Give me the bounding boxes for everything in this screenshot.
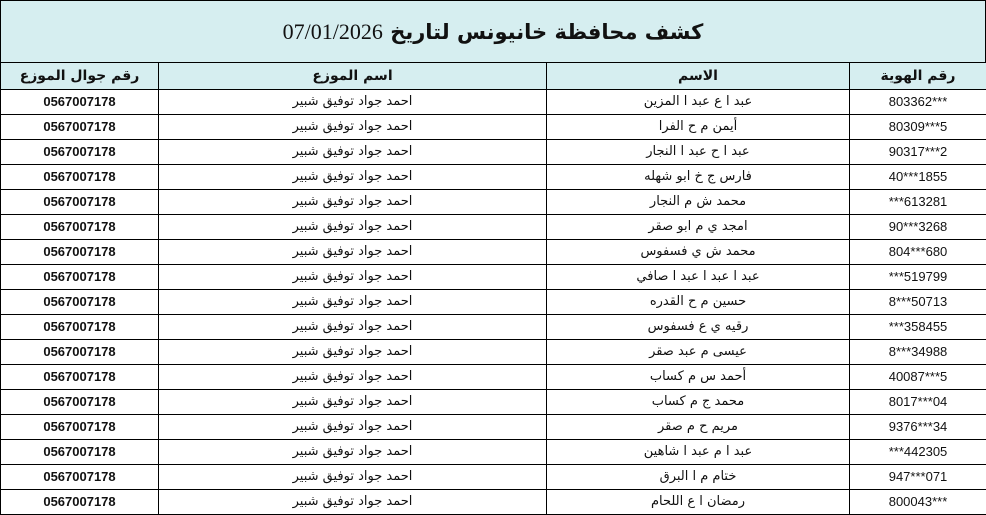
cell-id[interactable]: 800043*** xyxy=(850,490,986,515)
cell-phone[interactable]: 0567007178 xyxy=(1,240,159,265)
cell-name[interactable]: أحمد س م كساب xyxy=(547,365,850,390)
cell-id[interactable]: 9376***34 xyxy=(850,415,986,440)
cell-name[interactable]: محمد ش ي فسفوس xyxy=(547,240,850,265)
cell-id[interactable]: 8017***04 xyxy=(850,390,986,415)
cell-id[interactable]: 90***3268 xyxy=(850,215,986,240)
cell-name[interactable]: رقيه ي ع فسفوس xyxy=(547,315,850,340)
cell-distributor[interactable]: احمد جواد توفيق شبير xyxy=(159,265,547,290)
cell-name[interactable]: عيسى م عبد صقر xyxy=(547,340,850,365)
cell-phone[interactable]: 0567007178 xyxy=(1,440,159,465)
table-row xyxy=(1,465,986,490)
table-row xyxy=(1,140,986,165)
column-header-distributor[interactable]: اسم الموزع xyxy=(159,63,547,90)
table-row xyxy=(1,415,986,440)
cell-phone[interactable]: 0567007178 xyxy=(1,290,159,315)
cell-name[interactable]: فارس ج خ ابو شهله xyxy=(547,165,850,190)
cell-phone[interactable]: 0567007178 xyxy=(1,365,159,390)
cell-id[interactable]: 80309***5 xyxy=(850,115,986,140)
table-body xyxy=(1,90,986,515)
table-row xyxy=(1,290,986,315)
table-row xyxy=(1,315,986,340)
column-header-name[interactable]: الاسم xyxy=(547,63,850,90)
cell-phone[interactable]: 0567007178 xyxy=(1,265,159,290)
table-row xyxy=(1,440,986,465)
cell-name[interactable]: محمد ش م النجار xyxy=(547,190,850,215)
cell-name[interactable]: رمضان ا ع اللحام xyxy=(547,490,850,515)
cell-distributor[interactable]: احمد جواد توفيق شبير xyxy=(159,440,547,465)
cell-phone[interactable]: 0567007178 xyxy=(1,190,159,215)
table-row xyxy=(1,90,986,115)
table-row xyxy=(1,390,986,415)
cell-distributor[interactable]: احمد جواد توفيق شبير xyxy=(159,390,547,415)
cell-distributor[interactable]: احمد جواد توفيق شبير xyxy=(159,290,547,315)
cell-phone[interactable]: 0567007178 xyxy=(1,115,159,140)
cell-name[interactable]: أيمن م ح الفرا xyxy=(547,115,850,140)
header-row xyxy=(1,63,986,90)
cell-phone[interactable]: 0567007178 xyxy=(1,415,159,440)
cell-phone[interactable]: 0567007178 xyxy=(1,90,159,115)
cell-distributor[interactable]: احمد جواد توفيق شبير xyxy=(159,165,547,190)
cell-distributor[interactable]: احمد جواد توفيق شبير xyxy=(159,190,547,215)
table-row xyxy=(1,115,986,140)
table-row xyxy=(1,340,986,365)
cell-distributor[interactable]: احمد جواد توفيق شبير xyxy=(159,90,547,115)
cell-id[interactable]: ***519799 xyxy=(850,265,986,290)
cell-name[interactable]: حسين م ح القدره xyxy=(547,290,850,315)
cell-phone[interactable]: 0567007178 xyxy=(1,465,159,490)
table-row xyxy=(1,490,986,515)
cell-distributor[interactable]: احمد جواد توفيق شبير xyxy=(159,465,547,490)
cell-name[interactable]: ختام م ا البرق xyxy=(547,465,850,490)
cell-phone[interactable]: 0567007178 xyxy=(1,490,159,515)
title-date: 07/01/2026 xyxy=(283,19,383,44)
cell-distributor[interactable]: احمد جواد توفيق شبير xyxy=(159,340,547,365)
cell-distributor[interactable]: احمد جواد توفيق شبير xyxy=(159,115,547,140)
column-header-phone[interactable]: رقم جوال الموزع xyxy=(1,63,159,90)
cell-phone[interactable]: 0567007178 xyxy=(1,215,159,240)
cell-distributor[interactable]: احمد جواد توفيق شبير xyxy=(159,240,547,265)
cell-id[interactable]: 40087***5 xyxy=(850,365,986,390)
distribution-table xyxy=(0,62,986,515)
cell-phone[interactable]: 0567007178 xyxy=(1,165,159,190)
cell-id[interactable]: ***613281 xyxy=(850,190,986,215)
cell-name[interactable]: عبد ا م عبد ا شاهين xyxy=(547,440,850,465)
cell-id[interactable]: 947***071 xyxy=(850,465,986,490)
cell-phone[interactable]: 0567007178 xyxy=(1,340,159,365)
cell-id[interactable]: 804***680 xyxy=(850,240,986,265)
title-label: كشف محافظة خانيونس لتاريخ xyxy=(390,20,703,44)
cell-distributor[interactable]: احمد جواد توفيق شبير xyxy=(159,365,547,390)
title-banner xyxy=(0,0,986,63)
cell-name[interactable]: مريم ح م صقر xyxy=(547,415,850,440)
cell-distributor[interactable]: احمد جواد توفيق شبير xyxy=(159,315,547,340)
table-row xyxy=(1,165,986,190)
cell-name[interactable]: عبد ا عبد ا عبد ا صافي xyxy=(547,265,850,290)
column-header-id[interactable]: رقم الهوية xyxy=(850,63,986,90)
table-row xyxy=(1,265,986,290)
table-row xyxy=(1,365,986,390)
cell-phone[interactable]: 0567007178 xyxy=(1,140,159,165)
cell-distributor[interactable]: احمد جواد توفيق شبير xyxy=(159,490,547,515)
cell-phone[interactable]: 0567007178 xyxy=(1,315,159,340)
cell-name[interactable]: محمد ج م كساب xyxy=(547,390,850,415)
cell-id[interactable]: 40***1855 xyxy=(850,165,986,190)
cell-id[interactable]: 90317***2 xyxy=(850,140,986,165)
cell-name[interactable]: عبد ا ح عبد ا النجار xyxy=(547,140,850,165)
cell-id[interactable]: 8***50713 xyxy=(850,290,986,315)
cell-id[interactable]: 8***34988 xyxy=(850,340,986,365)
table-row xyxy=(1,240,986,265)
cell-distributor[interactable]: احمد جواد توفيق شبير xyxy=(159,140,547,165)
cell-id[interactable]: 803362*** xyxy=(850,90,986,115)
table-row xyxy=(1,190,986,215)
table-row xyxy=(1,215,986,240)
page-title xyxy=(283,19,704,45)
cell-name[interactable]: عبد ا ع عبد ا المزين xyxy=(547,90,850,115)
cell-id[interactable]: ***358455 xyxy=(850,315,986,340)
cell-phone[interactable]: 0567007178 xyxy=(1,390,159,415)
cell-distributor[interactable]: احمد جواد توفيق شبير xyxy=(159,215,547,240)
cell-distributor[interactable]: احمد جواد توفيق شبير xyxy=(159,415,547,440)
cell-id[interactable]: ***442305 xyxy=(850,440,986,465)
cell-name[interactable]: امجد ي م ابو صقر xyxy=(547,215,850,240)
